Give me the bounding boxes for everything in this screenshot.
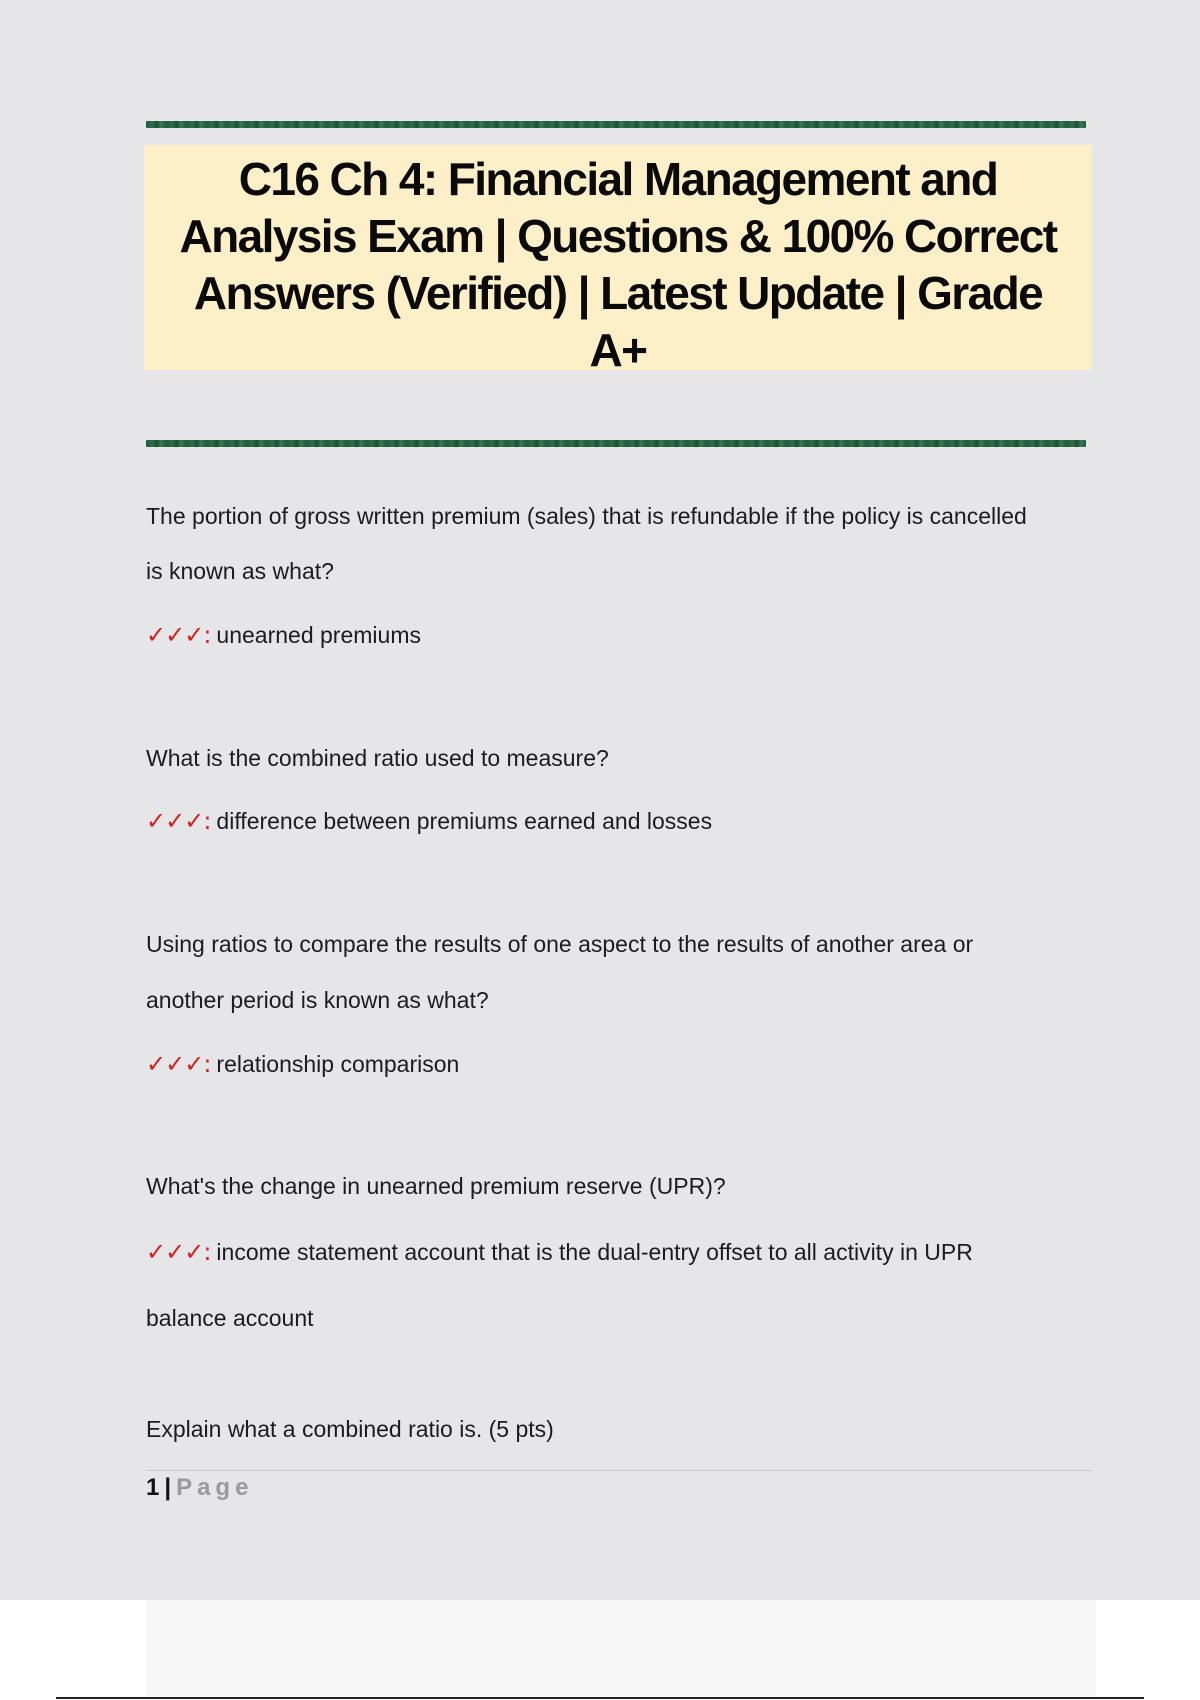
bottom-divider: [56, 1697, 1144, 1699]
top-decorative-rule: [146, 121, 1086, 128]
title-banner: [144, 145, 1092, 376]
page-number: 1: [146, 1474, 160, 1501]
answer-4-line-2: balance account: [146, 1305, 314, 1331]
checkmark-icon: ✓✓✓: [146, 621, 204, 649]
footer-separator: |: [164, 1474, 172, 1501]
question-1-line-2: is known as what?: [146, 558, 334, 584]
question-1-line-1: The portion of gross written premium (sales) that is refundable if the policy is cancelled: [146, 503, 1027, 529]
footer-divider: [146, 1470, 1092, 1471]
page-label: Page: [176, 1474, 254, 1501]
answer-colon: :: [203, 1050, 212, 1078]
question-4-line-1: What's the change in unearned premium reserve (UPR)?: [146, 1173, 726, 1199]
title-line: Answers (Verified) | Latest Update | Grade: [193, 267, 1043, 319]
bottom-decorative-rule: [146, 440, 1086, 447]
answer-3-text: relationship comparison: [216, 1051, 460, 1077]
answer-1: [146, 621, 421, 649]
checkmark-icon: ✓✓✓: [146, 1050, 204, 1078]
answer-1-text: unearned premiums: [216, 622, 421, 648]
answer-4: [146, 1238, 973, 1266]
title-line: C16 Ch 4: Financial Management and: [238, 153, 998, 205]
answer-4-text: income statement account that is the dual-entry offset to all activity in UPR: [216, 1239, 973, 1265]
next-page-preview: [146, 1600, 1096, 1696]
question-3-line-2: another period is known as what?: [146, 987, 489, 1013]
page-footer: [146, 1474, 253, 1502]
title-line: Analysis Exam | Questions & 100% Correct: [179, 210, 1057, 262]
answer-2: [146, 807, 712, 835]
checkmark-icon: ✓✓✓: [146, 807, 204, 835]
question-3-line-1: Using ratios to compare the results of one aspect to the results of another area or: [146, 931, 974, 957]
answer-3: [146, 1050, 459, 1078]
title-line: A+: [589, 324, 647, 376]
answer-colon: :: [203, 621, 212, 649]
answer-colon: :: [203, 1238, 212, 1266]
question-5-line-1: Explain what a combined ratio is. (5 pts): [146, 1416, 554, 1442]
answer-2-text: difference between premiums earned and losses: [216, 808, 713, 834]
checkmark-icon: ✓✓✓: [146, 1238, 204, 1266]
document-title: [144, 145, 1092, 379]
question-2-line-1: What is the combined ratio used to measure?: [146, 745, 609, 771]
answer-colon: :: [203, 807, 212, 835]
